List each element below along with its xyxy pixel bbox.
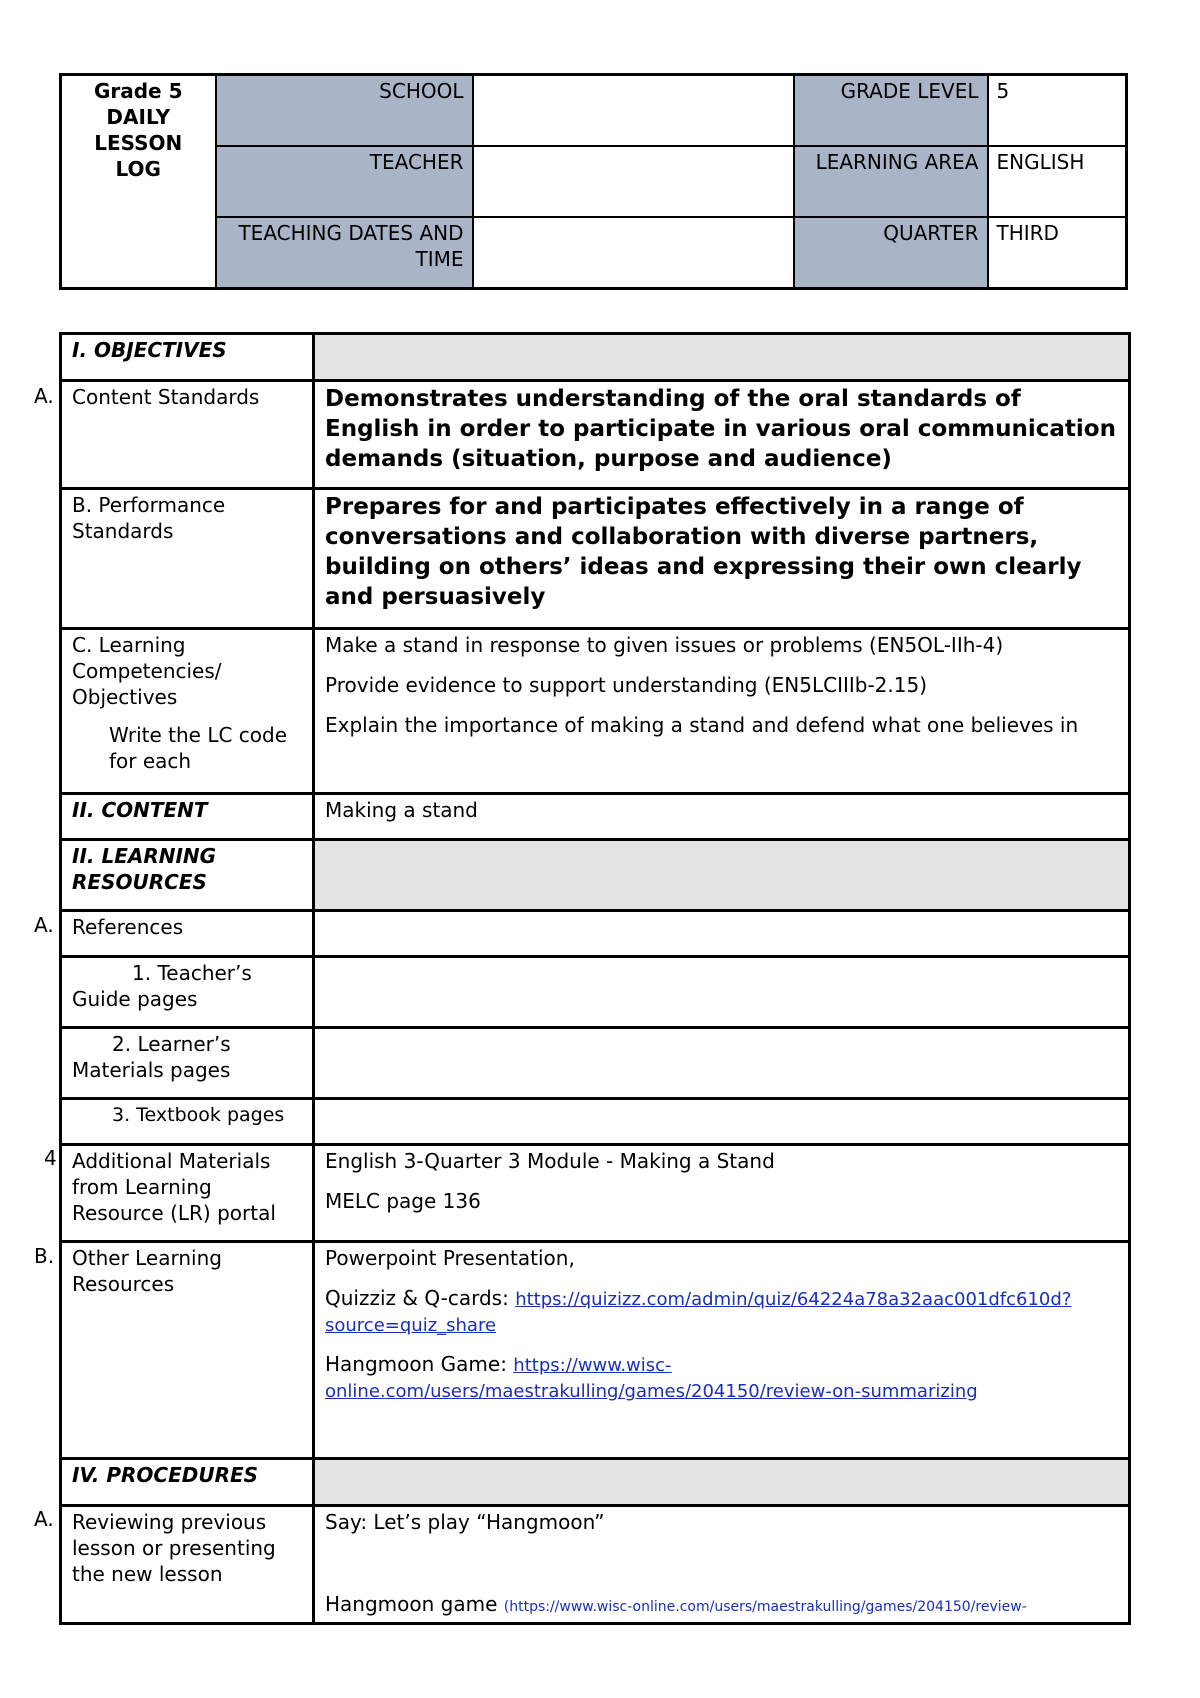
hangmoon-link[interactable]: https://www.wisc-online.com/users/maestrakulling/games/204150/review-on-summarizing (325, 1355, 978, 1402)
teacher-value[interactable] (473, 146, 794, 217)
competencies-list (314, 629, 1130, 794)
header-table (59, 73, 1128, 290)
content-row (61, 794, 1130, 840)
review-label: Reviewing previous lesson or presenting the new lesson (61, 1506, 314, 1624)
quizziz-item (325, 1285, 1118, 1337)
textbook-value (314, 1099, 1130, 1145)
quizziz-link[interactable]: https://quizizz.com/admin/quiz/64224a78a32aac001dfc610d?source=quiz_share (325, 1289, 1072, 1336)
additional-material-item: English 3-Quarter 3 Module - Making a Stand (325, 1149, 775, 1173)
other-resources-list (314, 1242, 1130, 1459)
teacher-guide-value (314, 957, 1130, 1028)
school-value[interactable] (473, 75, 794, 146)
content-value: Making a stand (314, 794, 1130, 840)
competencies-row (61, 629, 1130, 794)
hangmoon-prefix: Hangmoon Game: (325, 1352, 514, 1376)
textbook-row (61, 1099, 1130, 1145)
resources-heading: II. LEARNING RESOURCES (61, 840, 314, 911)
grade-level-label: GRADE LEVEL (794, 75, 988, 146)
references-label: References (61, 911, 314, 957)
content-heading: II. CONTENT (61, 794, 314, 840)
lesson-table (59, 332, 1131, 1625)
resources-blank (314, 840, 1130, 911)
references-row (61, 911, 1130, 957)
learning-area-value[interactable]: ENGLISH (988, 146, 1127, 217)
content-standards-label: Content Standards (61, 381, 314, 489)
review-game (325, 1591, 1027, 1620)
quarter-label: QUARTER (794, 217, 988, 289)
competencies-note: Write the LC code for each (109, 723, 288, 773)
procedures-blank (314, 1459, 1130, 1506)
additional-materials-row (61, 1145, 1130, 1242)
additional-materials-list (314, 1145, 1130, 1242)
procedures-row (61, 1459, 1130, 1506)
competencies-cell (61, 629, 314, 794)
resources-row (61, 840, 1130, 911)
review-row (61, 1506, 1130, 1624)
teaching-dates-value[interactable] (473, 217, 794, 289)
hangmoon-item (325, 1351, 1118, 1403)
procedures-heading: IV. PROCEDURES (61, 1459, 314, 1506)
competencies-label: C. Learning Competencies/ Objectives (72, 633, 222, 709)
learner-materials-row (61, 1028, 1130, 1099)
competency-item: Explain the importance of making a stand and defend what one believes in (325, 713, 1079, 737)
content-standards-row (61, 381, 1130, 489)
references-marker: A. (34, 913, 54, 937)
additional-materials-marker: 4 (44, 1146, 57, 1170)
grade-level-value[interactable]: 5 (988, 75, 1127, 146)
objectives-row (61, 334, 1130, 381)
quarter-value[interactable]: THIRD (988, 217, 1127, 289)
other-resources-marker: B. (34, 1244, 55, 1268)
performance-standards-label: B. Performance Standards (61, 489, 314, 629)
school-label: SCHOOL (216, 75, 473, 146)
teacher-label: TEACHER (216, 146, 473, 217)
other-resource-item: Powerpoint Presentation, (325, 1246, 575, 1270)
textbook-label: 3. Textbook pages (61, 1099, 314, 1145)
review-say: Say: Let’s play “Hangmoon” (325, 1510, 605, 1534)
learner-materials-value (314, 1028, 1130, 1099)
learner-materials-label: 2. Learner’s Materials pages (61, 1028, 314, 1099)
references-value (314, 911, 1130, 957)
additional-materials-label: Additional Materials from Learning Resource (LR) portal (61, 1145, 314, 1242)
performance-standards-row (61, 489, 1130, 629)
teacher-guide-row (61, 957, 1130, 1028)
other-resources-row (61, 1242, 1130, 1459)
other-resources-label: Other Learning Resources (61, 1242, 314, 1459)
quizziz-prefix: Quizziz & Q-cards: (325, 1286, 516, 1310)
content-standards-marker: A. (34, 384, 54, 408)
competency-item: Provide evidence to support understanding (EN5LCIIIb-2.15) (325, 673, 928, 697)
review-game-link[interactable]: (https://www.wisc-online.com/users/maestrakulling/games/204150/review- (503, 1599, 1027, 1615)
review-cell (314, 1506, 1130, 1624)
performance-standards-value: Prepares for and participates effectively in a range of conversations and collaboration with diverse partners, building on others’ ideas and expressing their own clearly and persuasively (314, 489, 1130, 629)
content-standards-value: Demonstrates understanding of the oral standards of English in order to participate in various oral communication demands (situation, purpose and audience) (314, 381, 1130, 489)
teacher-guide-label: 1. Teacher’s Guide pages (61, 957, 314, 1028)
review-marker: A. (34, 1507, 54, 1531)
teaching-dates-label: TEACHING DATES AND TIME (216, 217, 473, 289)
learning-area-label: LEARNING AREA (794, 146, 988, 217)
additional-material-item: MELC page 136 (325, 1189, 481, 1213)
objectives-heading: I. OBJECTIVES (61, 334, 314, 381)
objectives-blank (314, 334, 1130, 381)
competency-item: Make a stand in response to given issues or problems (EN5OL-IIh-4) (325, 633, 1004, 657)
log-title: Grade 5 DAILY LESSON LOG (61, 75, 216, 289)
review-game-prefix: Hangmoon game (325, 1592, 504, 1616)
